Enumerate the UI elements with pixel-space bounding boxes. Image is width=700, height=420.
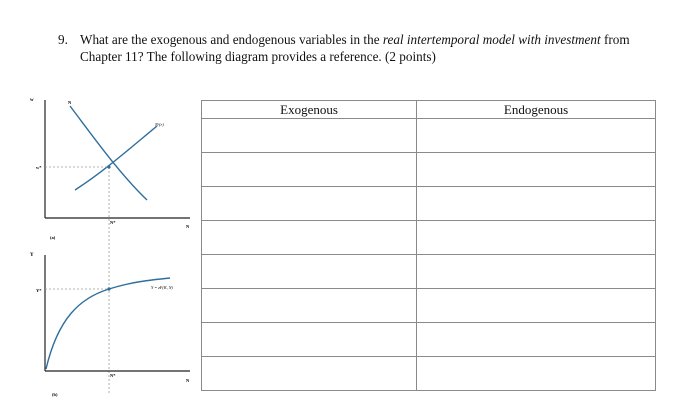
table-row <box>202 119 656 153</box>
table-row <box>202 153 656 187</box>
header-endogenous: Endogenous <box>417 101 656 119</box>
top-y-axis-label: w <box>30 98 34 103</box>
endogenous-cell[interactable] <box>417 119 656 153</box>
bottom-y-axis-label: Y <box>30 253 34 258</box>
exogenous-cell[interactable] <box>202 357 417 391</box>
table-row <box>202 357 656 391</box>
table-row <box>202 323 656 357</box>
table-header-row <box>202 101 656 119</box>
bottom-x-axis-label: N <box>186 378 190 383</box>
eq-output-label: Y* <box>36 288 42 293</box>
top-eq-n-label: N* <box>110 220 116 225</box>
bottom-panel <box>30 253 190 397</box>
panel-b-label: (b) <box>52 392 58 397</box>
endogenous-cell[interactable] <box>417 357 656 391</box>
endogenous-cell[interactable] <box>417 255 656 289</box>
nd-label: N <box>68 100 72 105</box>
exogenous-cell[interactable] <box>202 187 417 221</box>
panel-a-label: (a) <box>50 235 56 240</box>
exogenous-cell[interactable] <box>202 119 417 153</box>
bottom-equilibrium-point <box>107 287 110 290</box>
exogenous-cell[interactable] <box>202 153 417 187</box>
exogenous-cell[interactable] <box>202 289 417 323</box>
exogenous-cell[interactable] <box>202 323 417 357</box>
table-row <box>202 255 656 289</box>
endogenous-cell[interactable] <box>417 289 656 323</box>
top-equilibrium-point <box>107 165 110 168</box>
answer-table <box>201 100 656 391</box>
table-row <box>202 221 656 255</box>
header-exogenous: Exogenous <box>202 101 417 119</box>
question-text-start: What are the exogenous and endogenous variables in the <box>80 32 383 47</box>
exogenous-cell[interactable] <box>202 255 417 289</box>
eq-wage-label: w* <box>36 165 42 170</box>
endogenous-cell[interactable] <box>417 187 656 221</box>
exogenous-cell[interactable] <box>202 221 417 255</box>
top-x-axis-label: N <box>186 224 190 229</box>
production-function-label: Y = zF(K, N) <box>151 285 173 290</box>
labor-supply-curve <box>75 126 157 190</box>
endogenous-cell[interactable] <box>417 153 656 187</box>
production-function-curve <box>46 278 170 369</box>
endogenous-cell[interactable] <box>417 323 656 357</box>
bottom-eq-n-label: N* <box>110 373 116 378</box>
question-text-end: from Chapter 11? The following diagram provides a reference. (2 points) <box>80 32 630 64</box>
question-text-italic: real intertemporal model with investment <box>382 32 601 47</box>
endogenous-cell[interactable] <box>417 221 656 255</box>
table-row <box>202 187 656 221</box>
ns-label: Nˢ(r) <box>155 122 164 127</box>
top-panel <box>30 98 190 393</box>
table-row <box>202 289 656 323</box>
question-number: 9. <box>58 32 68 47</box>
